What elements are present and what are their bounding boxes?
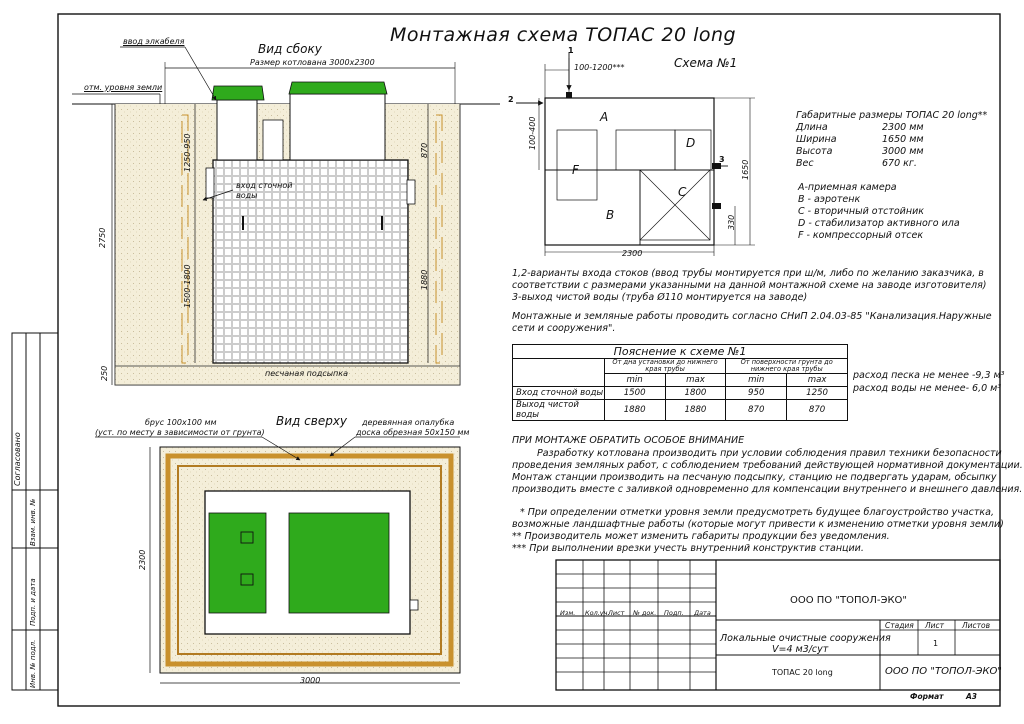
row-cell: 1880 (665, 400, 726, 421)
row-cell: 1880 (604, 400, 665, 421)
table-row (513, 400, 848, 421)
beam-label: брус 100х100 мм (145, 418, 217, 427)
side-view (72, 47, 500, 385)
inlet-label-2: воды (236, 191, 258, 200)
water-consumption: расход воды не менее- 6,0 м³ (853, 383, 1002, 394)
tb-header-0: Изм. (560, 609, 576, 617)
dim-1250-950: 1250-950 (183, 133, 192, 172)
tb-product: ТОПАС 20 long (772, 668, 833, 677)
note-inlet-1: 1,2-варианты входа стоков (ввод трубы монтируется при ш/м, либо по желанию заказчика, в (512, 268, 984, 279)
note-inlet-2: соответствии с размерами указанными на данной монтажной схеме на заводе изготовителя) (512, 280, 987, 291)
specs-heading: Габаритные размеры ТОПАС 20 long** (796, 110, 988, 121)
tb-project-1: Локальные очистные сооружения (720, 633, 891, 644)
zone-a: A (600, 110, 609, 124)
tb-format-label: Формат (910, 692, 944, 701)
tb-header-4: Подп. (664, 609, 684, 617)
row-cell: 1800 (665, 387, 726, 400)
col-max-1: max (665, 374, 726, 387)
dim-3000-top: 3000 (300, 676, 321, 685)
table-row (513, 387, 848, 400)
ground-level-label: отм. уровня земли (84, 83, 163, 92)
spec-value-2: 3000 мм (882, 146, 924, 157)
legend-4: F - компрессорный отсек (798, 230, 924, 241)
note-works-1: Монтажные и земляные работы проводить согласно СНиП 2.04.03-85 "Канализация.Наружные (512, 311, 992, 322)
spec-value-1: 1650 мм (882, 134, 924, 145)
legend-3: D - стабилизатор активного ила (798, 218, 960, 229)
spec-name-1: Ширина (796, 134, 837, 145)
dim-2300-top: 2300 (138, 549, 147, 570)
legend-2: C - вторичный отстойник (798, 206, 924, 217)
dim-1500-1800: 1500-1800 (183, 264, 192, 308)
tb-format-value: А3 (966, 692, 978, 701)
footnote-2: ** Производитель может изменить габариты продукции без уведомления. (512, 531, 890, 542)
explanation-table (512, 344, 848, 421)
tb-sheet-no: 1 (933, 639, 939, 648)
side-view-label: Вид сбоку (258, 42, 322, 56)
dim-2750: 2750 (98, 227, 107, 248)
scheme-dim-top: 100-1200*** (574, 63, 625, 72)
table-corner (513, 359, 605, 387)
spec-name-0: Длина (796, 122, 828, 133)
dim-870: 870 (420, 142, 429, 158)
formwork-label: деревянная опалубка (362, 418, 455, 427)
row-cell: 1500 (604, 387, 665, 400)
warning-heading: ПРИ МОНТАЖЕ ОБРАТИТЬ ОСОБОЕ ВНИМАНИЕ (512, 435, 745, 446)
col-group-1: От дна установки до нижнего края трубы (604, 359, 726, 374)
board-label: доска обрезная 50х150 мм (356, 428, 470, 437)
scheme-n1: 1 (568, 46, 574, 55)
col-min-1: min (604, 374, 665, 387)
footnote-1b: возможные ландшафтные работы (которые могут привести к изменению отметки уровня земли) (512, 519, 1004, 530)
beam-note: (уст. по месту в зависимости от грунта) (95, 428, 265, 437)
spec-name-3: Вес (796, 158, 814, 169)
scheme-title: Схема №1 (674, 56, 738, 70)
stamp-inv-orig: Инв. № подл. (29, 639, 37, 688)
zone-b: B (606, 208, 615, 222)
table-title: Пояснение к схеме №1 (513, 345, 848, 359)
scheme-dim-1650: 1650 (741, 159, 750, 180)
tb-project-2: V=4 м3/сут (772, 644, 829, 655)
legend-1: B - аэротенк (798, 194, 861, 205)
row-cell: 950 (726, 387, 787, 400)
tb-header-5: Дата (694, 609, 711, 617)
tb-sheets: Листов (962, 621, 991, 630)
tb-header-1: Кол.уч. (585, 609, 610, 617)
scheme-dim-left: 100-400 (528, 116, 537, 150)
warning-text-3: Монтаж станции производить на песчаную подсыпку, станцию не подвергать ударам, обсыпку (512, 472, 997, 483)
sand-bed-label: песчаная подсыпка (265, 369, 349, 378)
row-cell: 870 (787, 400, 848, 421)
stamp-sign-date: Подп. и дата (29, 578, 37, 626)
row-cell: 1250 (787, 387, 848, 400)
footnote-1: * При определении отметки уровня земли предусмотреть будущее благоустройство участка, (520, 507, 995, 518)
dim-1880: 1880 (420, 269, 429, 290)
warning-text-4: производить вместе с заливкой одновременно для компенсации внутреннего и внешнего давления. (512, 484, 1023, 495)
scheme-n2: 2 (508, 95, 514, 104)
top-view-label: Вид сверху (276, 414, 348, 428)
warning-text-1: Разработку котлована производить при условии соблюдения правил техники безопасности (537, 448, 1002, 459)
zone-c: C (678, 185, 687, 199)
row-name: Выход чистой воды (513, 400, 605, 421)
zone-f: F (572, 163, 579, 177)
col-min-2: min (726, 374, 787, 387)
note-inlet-3: 3-выход чистой воды (труба Ø110 монтируется на заводе) (512, 292, 808, 303)
stamp-agreed: Согласовано (13, 432, 22, 486)
row-name: Вход сточной воды (513, 387, 605, 400)
warning-text-2: проведения земляных работ, с соблюдением требований действующей нормативной документации. (512, 460, 1023, 471)
tb-sheet: Лист (925, 621, 945, 630)
tb-header-3: № док. (633, 609, 657, 617)
scheme-dim-330: 330 (727, 214, 736, 230)
tb-company: ООО ПО "ТОПОЛ-ЭКО" (790, 595, 908, 606)
scheme-1 (516, 52, 755, 256)
spec-value-0: 2300 мм (882, 122, 924, 133)
note-works-2: сети и сооружения". (512, 323, 616, 334)
footnote-3: *** При выполнении врезки учесть внутренний конструктив станции. (512, 543, 864, 554)
col-max-2: max (787, 374, 848, 387)
tb-company-2: ООО ПО "ТОПОЛ-ЭКО" (885, 666, 1003, 677)
sand-consumption: расход песка не менее -9,3 м³ (853, 370, 1005, 381)
scheme-n3: 3 (719, 155, 725, 164)
tb-header-2: Лист (608, 609, 625, 617)
spec-value-3: 670 кг. (882, 158, 917, 169)
stamp-inv-repl: Взам. инв. № (29, 498, 37, 546)
top-view (95, 437, 460, 683)
inlet-label-1: вход сточной (236, 181, 293, 190)
zone-d: D (686, 136, 696, 150)
scheme-dim-2300: 2300 (622, 249, 643, 258)
spec-name-2: Высота (796, 146, 833, 157)
dim-250: 250 (100, 365, 109, 381)
legend-0: A-приемная камера (798, 182, 897, 193)
col-group-2: От поверхности грунта до нижнего края трубы (726, 359, 848, 374)
tb-stage: Стадия (885, 621, 914, 630)
pit-size-label: Размер котлована 3000х2300 (250, 58, 375, 67)
cable-entry-label: ввод элкабеля (123, 37, 185, 46)
row-cell: 870 (726, 400, 787, 421)
page-title: Монтажная схема ТОПАС 20 long (390, 24, 737, 46)
